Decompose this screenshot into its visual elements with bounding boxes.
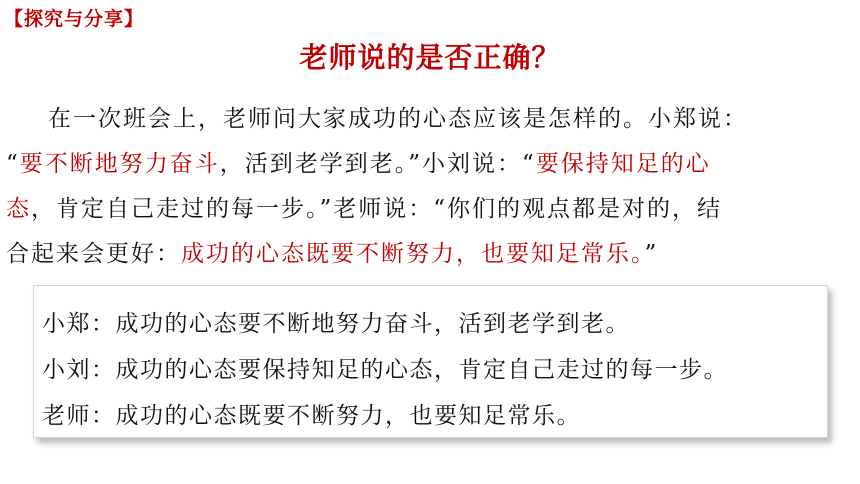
story-line-1	[6, 97, 842, 142]
page-title: 老师说的是否正确？	[299, 41, 561, 74]
summary-row-xiaozheng: 小郑：成功的心态要不断地努力奋斗，活到老学到老。	[42, 311, 630, 337]
story-text: ，活到老学到老。”小刘说：“	[219, 151, 536, 177]
summary-row-xiaoliu: 小刘：成功的心态要保持知足的心态，肯定自己走过的每一步。	[42, 357, 728, 383]
story-text: ，肯定自己走过的每一步。”老师说：“你们的观点都是对的，结	[31, 196, 723, 222]
story-text: “	[6, 151, 20, 177]
section-tag: 【探究与分享】	[4, 8, 145, 30]
story-text: 在一次班会上，老师问大家成功的心态应该是怎样的。小郑说：	[48, 106, 748, 132]
highlight-text: 要不断地努力奋斗	[19, 151, 220, 177]
story-line-2	[6, 142, 842, 187]
story-line-3	[6, 187, 842, 232]
highlight-text: 态	[6, 196, 31, 222]
story-text: ”	[644, 241, 659, 267]
summary-box	[33, 285, 828, 438]
story-text: 合起来会更好：	[6, 241, 181, 267]
highlight-text: 要保持知足的心	[535, 151, 711, 177]
story-paragraph	[6, 97, 842, 277]
highlight-text: 成功的心态既要不断努力，也要知足常乐。	[181, 241, 645, 267]
summary-row-teacher: 老师：成功的心态既要不断努力，也要知足常乐。	[42, 403, 581, 429]
story-line-4	[6, 232, 842, 277]
